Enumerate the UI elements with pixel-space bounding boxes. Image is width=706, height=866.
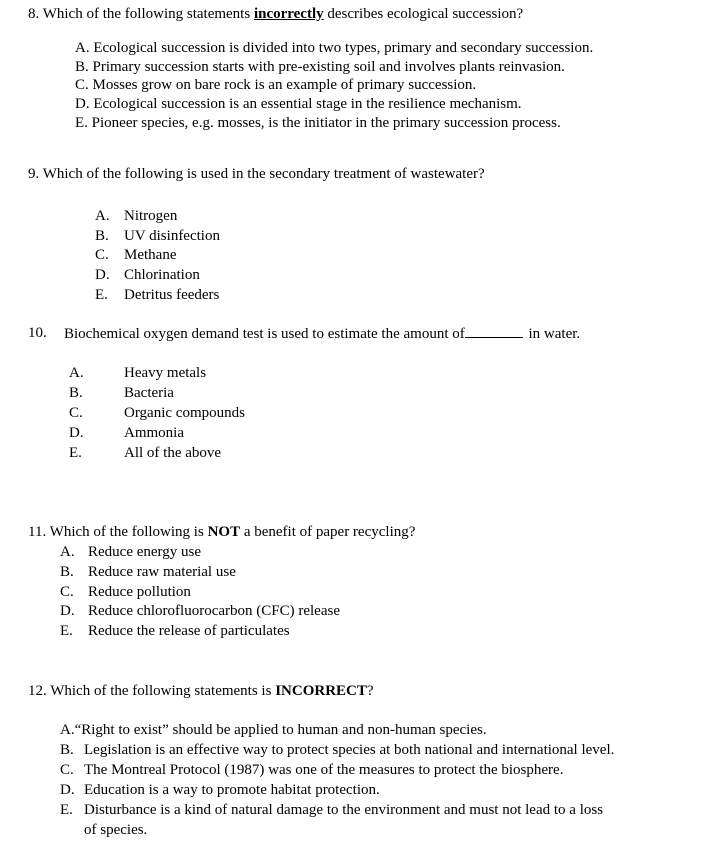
question-9-option-a-letter: A. (95, 208, 110, 224)
question-8-stem-text: 8. Which of the following statements (28, 6, 254, 22)
question-10-option-c-letter: C. (69, 405, 83, 421)
question-8-stem-text-end: describes ecological succession? (323, 6, 524, 22)
question-10-stem-text-end: in water. (524, 326, 581, 342)
question-9-option-d-text: Chlorination (124, 267, 200, 283)
question-10-option-a-text: Heavy metals (124, 365, 207, 381)
question-10-option-e-text: All of the above (124, 445, 222, 461)
question-12-option-b-text: Legislation is an effective way to protect species at both national and international level. (84, 742, 615, 758)
question-11-option-b-text: Reduce raw material use (88, 564, 236, 580)
question-11-option-b-letter: B. (60, 564, 74, 580)
question-11-option-e-letter: E. (60, 623, 73, 639)
question-10-option-c-text: Organic compounds (124, 405, 245, 421)
question-9-option-e-text: Detritus feeders (124, 287, 220, 303)
question-9-option-b-letter: B. (95, 228, 109, 244)
question-9-stem: 9. Which of the following is used in the secondary treatment of wastewater? (28, 166, 485, 182)
question-10-option-b-text: Bacteria (124, 385, 174, 401)
question-10-option-e-letter: E. (69, 445, 82, 461)
question-8-stem (28, 4, 523, 24)
question-10-stem (64, 323, 580, 344)
question-9-option-b-text: UV disinfection (124, 228, 220, 244)
question-12-option-e-letter: E. (60, 802, 73, 818)
question-10-stem-text: Biochemical oxygen demand test is used to estimate the amount of (64, 326, 465, 342)
question-12-stem (28, 681, 374, 701)
question-9-option-a-text: Nitrogen (124, 208, 178, 224)
question-11-option-a-letter: A. (60, 544, 75, 560)
question-10-option-a-letter: A. (69, 365, 84, 381)
question-12-option-d-text: Education is a way to promote habitat protection. (84, 782, 380, 798)
question-10-option-d-letter: D. (69, 425, 84, 441)
question-10-number: 10. (28, 325, 47, 341)
question-11-option-e-text: Reduce the release of particulates (88, 623, 290, 639)
question-12-option-e-text: Disturbance is a kind of natural damage to the environment and must not lead to a loss (84, 802, 604, 818)
question-12-stem-text: 12. Which of the following statements is (28, 683, 276, 699)
question-8-option-b: B. Primary succession starts with pre-existing soil and involves plants reinvasion. (75, 59, 565, 75)
question-8-option-a: A. Ecological succession is divided into two types, primary and secondary succession. (75, 40, 594, 56)
question-11-option-a-text: Reduce energy use (88, 544, 202, 560)
question-12-option-e-continuation: of species. (84, 822, 148, 838)
question-9-option-c-letter: C. (95, 247, 109, 263)
question-9-option-e-letter: E. (95, 287, 108, 303)
question-11-emphasis: NOT (207, 524, 241, 540)
question-12-option-c-letter: C. (60, 762, 74, 778)
question-12-option-a: A.“Right to exist” should be applied to human and non-human species. (60, 722, 487, 738)
question-11-stem-text: 11. Which of the following is (28, 524, 208, 540)
question-10-option-d-text: Ammonia (124, 425, 184, 441)
question-11-option-d-letter: D. (60, 603, 75, 619)
question-8-option-d: D. Ecological succession is an essential stage in the resilience mechanism. (75, 96, 522, 112)
question-11-stem-text-end: a benefit of paper recycling? (240, 524, 416, 540)
question-8-emphasis: incorrectly (253, 6, 324, 22)
question-8-option-c: C. Mosses grow on bare rock is an example of primary succession. (75, 77, 477, 93)
question-12-option-b-letter: B. (60, 742, 74, 758)
question-9-option-d-letter: D. (95, 267, 110, 283)
question-11-option-c-text: Reduce pollution (88, 584, 191, 600)
question-10-option-b-letter: B. (69, 385, 83, 401)
question-12-option-d-letter: D. (60, 782, 75, 798)
question-12-stem-text-end: ? (366, 683, 374, 699)
question-9-option-c-text: Methane (124, 247, 177, 263)
question-8-option-e: E. Pioneer species, e.g. mosses, is the initiator in the primary succession process. (75, 115, 561, 131)
question-11-option-d-text: Reduce chlorofluorocarbon (CFC) release (88, 603, 340, 619)
question-11-stem (28, 522, 415, 542)
question-12-emphasis: INCORRECT (275, 683, 367, 699)
question-12-option-c-text: The Montreal Protocol (1987) was one of the measures to protect the biosphere. (84, 762, 564, 778)
question-11-option-c-letter: C. (60, 584, 74, 600)
answer-blank (465, 323, 523, 338)
